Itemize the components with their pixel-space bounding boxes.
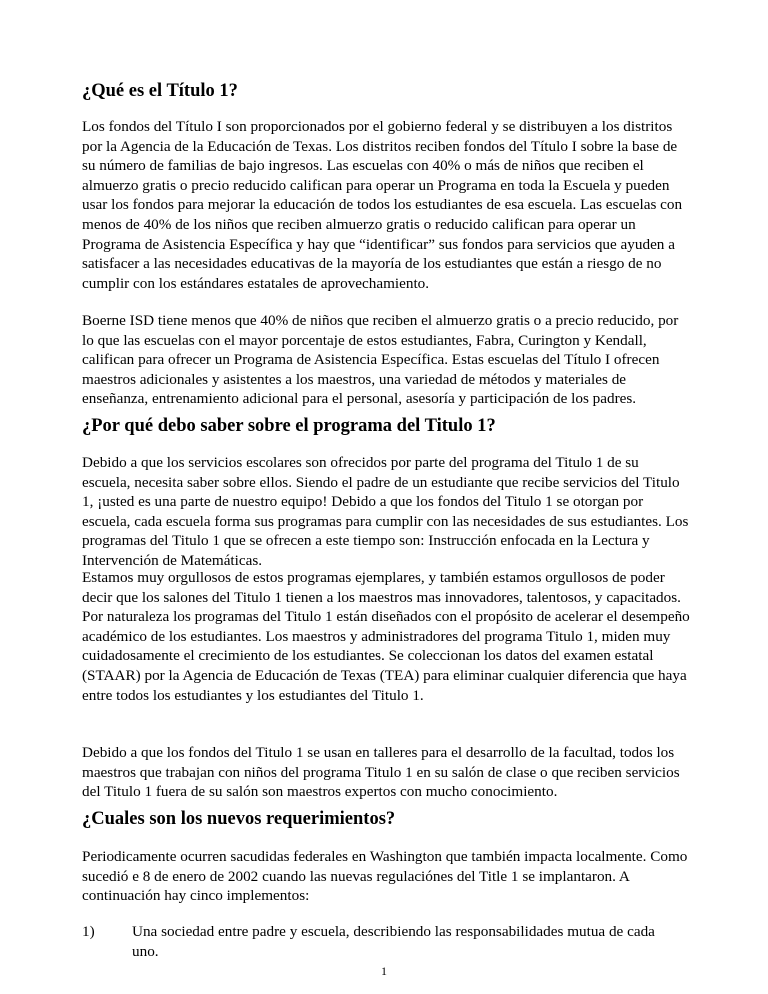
paragraph-sacudidas-federales: Periodicamente ocurren sacudidas federales en Washington que también impacta localmente. Como sucedió e 8 de enero de 2002 cuando las nuevas regulaciónes del Title 1 se implantaron. A continuación hay cinco implementos: bbox=[82, 848, 688, 905]
paragraph-servicios-escolares: Debido a que los servicios escolares son ofrecidos por parte del programa del Titulo 1 de su escuela, necesita saber sobre ellos. Siendo el padre de un estudiante que recibe servicios del Titulo 1, ¡usted es una parte de nuestro equipo! Debido a que los fondos del Titulo 1 se otorgan por escuela, cada escuela forma sus programas para cumplir con las necesidades de sus estudiantes. Los programas del Titulo 1 que se ofrecen a este tiempo son: Instrucción enfocada en la Lectura y Intervención de Matemáticas. bbox=[82, 454, 689, 569]
page-number: 1 bbox=[381, 964, 387, 978]
paragraph-titulo-1-fondos: Los fondos del Título I son proporcionados por el gobierno federal y se distribuyen a los distritos por la Agencia de la Educación de Texas. Los distritos reciben fondos del Título I sobre la base de su número de familias de bajo ingresos. Las escuelas con 40% o más de niños que reciben el almuerzo gratis o precio reducido califican para operar un Programa en toda la Escuela y pueden usar los fondos para mejorar la educación de todos los estudiantes de esa escuela. Las escuelas con menos de 40% de los niños que reciben almuerzo gratis o reducido califican para operar un Programa de Asistencia Específica y hay que “identificar” sus fondos para servicios que ayuden a satisfacer a las necesidades educativas de la mayoría de los estudiantes que están a riesgo de no cumplir con los estándares estatales de aprovechamiento. bbox=[82, 118, 683, 292]
heading-que-es-titulo-1: ¿Qué es el Título 1? bbox=[82, 81, 238, 101]
heading-nuevos-requerimientos: ¿Cuales son los nuevos requerimientos? bbox=[82, 809, 396, 829]
paragraph-desarrollo-facultad: Debido a que los fondos del Titulo 1 se usan en talleres para el desarrollo de la facultad, todos los maestros que trabajan con niños del programa Titulo 1 en su salón de clase o que reciben servicios del Titulo 1 fuera de su salón son maestros expertos con mucho conocimiento. bbox=[82, 744, 680, 801]
heading-por-que-saber: ¿Por qué debo saber sobre el programa del Titulo 1? bbox=[82, 416, 496, 436]
list-item-number: 1) bbox=[82, 923, 95, 940]
paragraph-programas-ejemplares: Estamos muy orgullosos de estos programas ejemplares, y también estamos orgullosos de poder decir que los salones del Titulo 1 tienen a los maestros mas innovadores, talentosos, y capacitados. Por naturaleza los programas del Titulo 1 están diseñados con el propósito de acelerar el desempeño académico de los estudiantes. Los maestros y administradores del programa Titulo 1, miden muy cuidadosamente el crecimiento de los estudiantes. Se coleccionan los datos del examen estatal (STAAR) por la Agencia de Educación de Texas (TEA) para eliminar cualquier diferencia que haya entre todos los estudiantes y los estudiantes del Titulo 1. bbox=[82, 569, 690, 704]
list-item-text: Una sociedad entre padre y escuela, describiendo las responsabilidades mutua de cada uno. bbox=[132, 923, 655, 960]
paragraph-boerne-isd: Boerne ISD tiene menos que 40% de niños que reciben el almuerzo gratis o a precio reducido, por lo que las escuelas con el mayor porcentaje de estos estudiantes, Fabra, Curington y Kendall, califican para ofrecer un Programa de Asistencia Específica. Estas escuelas del Título I ofrecen maestros adicionales y asistentes a los maestros, una variedad de métodos y materiales de enseñanza, entrenamiento adicional para el personal, asesoría y participación de los padres. bbox=[82, 312, 679, 408]
